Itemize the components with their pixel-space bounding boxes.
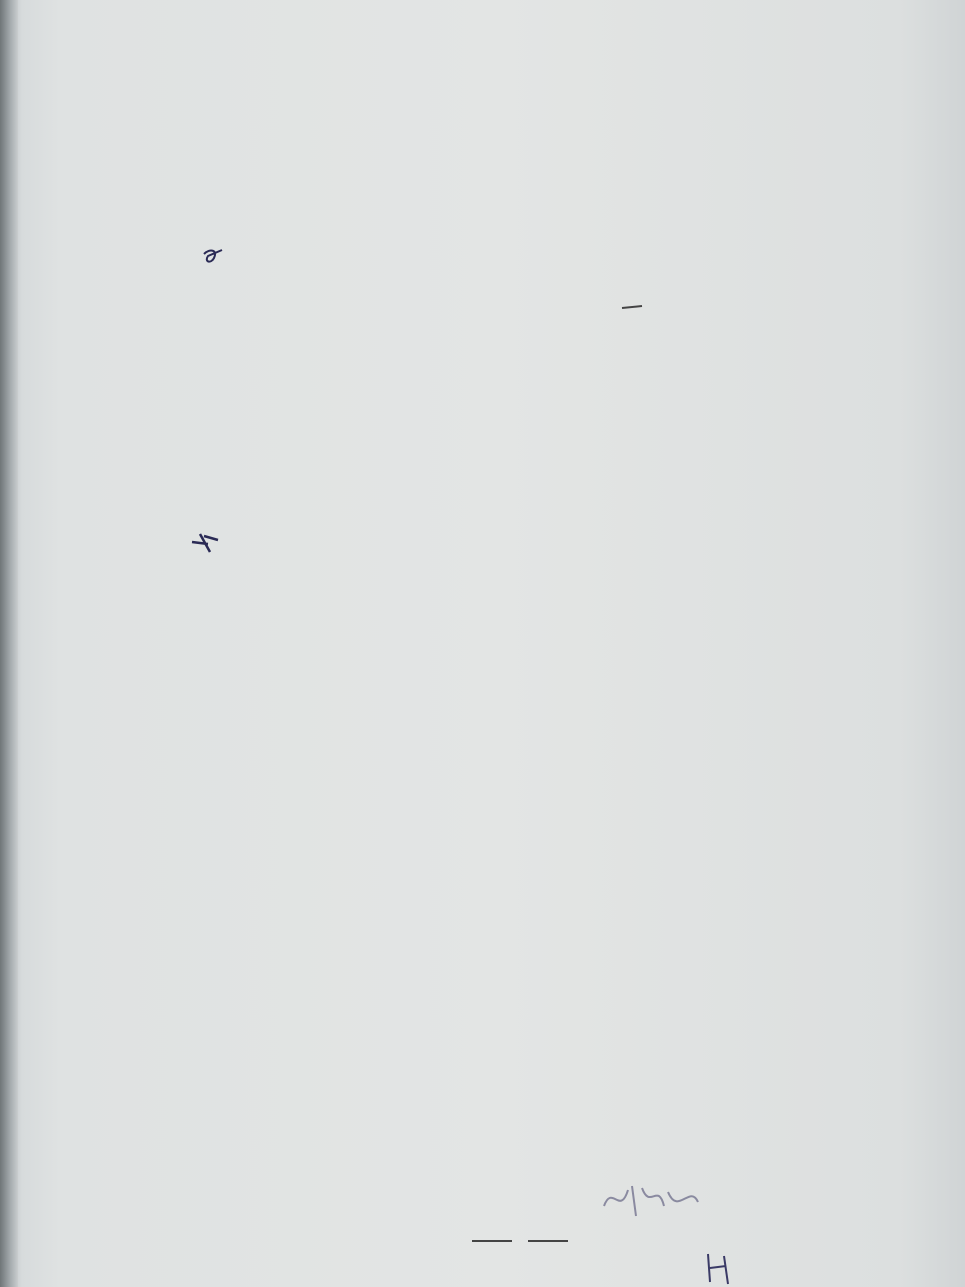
pencil-dash-mark [620, 302, 644, 312]
page-number [440, 1224, 600, 1253]
handwritten-mark-footer [700, 1250, 740, 1286]
handwritten-check-mark-spleen [200, 244, 230, 268]
handwritten-scribble-bottom [598, 1176, 708, 1222]
page-binding-shadow [0, 0, 18, 1287]
handwritten-check-mark-marrow [190, 530, 222, 554]
